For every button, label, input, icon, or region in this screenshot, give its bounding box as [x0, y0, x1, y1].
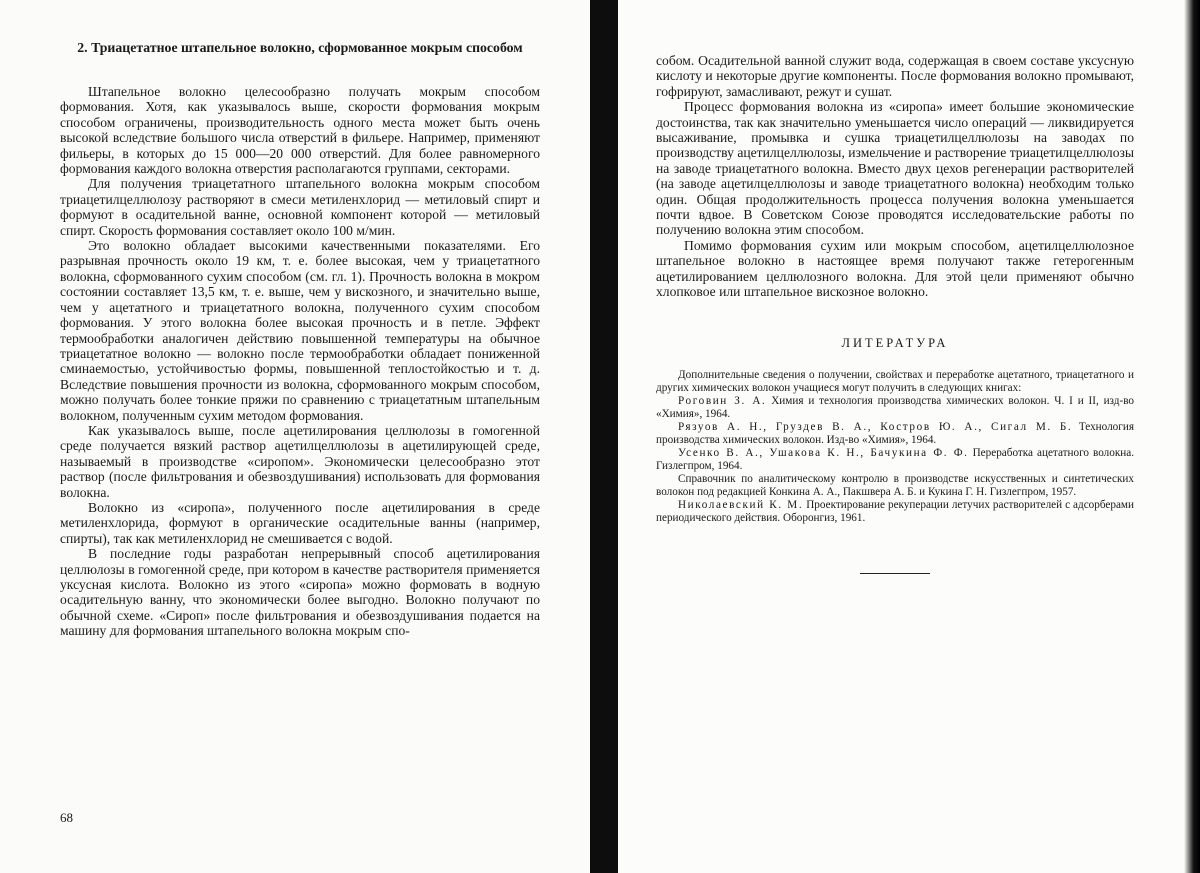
- reference-text: Проектирование рекуперации летучих растворителей с адсорберами периодического действия. Оборонгиз, 1961.: [656, 498, 1134, 524]
- reference-authors: Усенко В. А., Ушакова К. Н., Бачукина Ф. Ф.: [678, 446, 969, 459]
- reference-text: Переработка ацетатного волокна. Гизлегпром, 1964.: [656, 446, 1135, 472]
- reference-text: Справочник по аналитическому контролю в производстве искусственных и синтетических волокон под редакцией Конкина А. А., Пакшвера А. Б. и Кукина Г. Н. Гизлегпром, 1957.: [656, 472, 1134, 498]
- end-rule-divider: [860, 573, 930, 574]
- right-text-column: [656, 53, 1134, 574]
- paragraph: Процесс формования волокна из «сиропа» имеет большие экономические достоинства, так как значительно уменьшается число операций — ликвидируется высаживание, промывка и сушка триацетилцеллюлозы на заводах по производству ацетилцеллюлозы, измельчение и растворение триацетилцеллюлозы на заводе триацетатного волокна. Вместо двух цехов регенерации растворителей (на заводе ацетилцеллюлозы и заводе триацетатного волокна) необходим только один. Общая продолжительность процесса получения волокна уменьшается почти вдвое. В Советском Союзе проводятся исследовательские работы по получению волокна этим способом.: [656, 99, 1134, 238]
- paragraph: Это волокно обладает высокими качественными показателями. Его разрывная прочность около 19 км, т. е. более высокая, чем у триацетатного волокна, сформованного сухим способом (см. гл. 1). Прочность волокна в мокром состоянии составляет 13,5 км, т. е. выше, чем у вискозного, и значительно выше, чем у ацетатного и триацетатного волокна, полученного сухим способом формования. У этого волокна более высокая прочность и в петле. Эффект термообработки аналогичен действию повышенной температуры на обычное триацетатное волокно — волокно после термообработки обладает пониженной сминаемостью, устойчивостью формы, повышенной теплостойкостью и т. д. Вследствие повышения прочности из волокна, сформованного мокрым способом, можно получать более тонкие пряжи по сравнению с триацетатным штапельным волокном, полученным сухим методом формования.: [60, 238, 540, 423]
- right-page: [618, 0, 1200, 873]
- paragraph: Для получения триацетатного штапельного волокна мокрым способом триацетилцеллюлозу растворяют в смеси метиленхлорид — метиловый спирт и формуют в осадительной ванне, основной компонент которой — метиловый спирт. Скорость формования составляет около 100 м/мин.: [60, 176, 540, 238]
- left-page: [0, 0, 590, 873]
- reference-authors: Роговин З. А.: [678, 394, 767, 407]
- literature-heading: ЛИТЕРАТУРА: [841, 335, 949, 350]
- left-text-column: [60, 40, 540, 639]
- reference-item: [656, 499, 1134, 525]
- reference-authors: Рязуов А. Н., Груздев В. А., Костров Ю. А., Сигал М. Б.: [678, 420, 1073, 433]
- section-heading: 2. Триацетатное штапельное волокно, сформованное мокрым способом: [77, 40, 523, 55]
- reference-item: [656, 473, 1134, 499]
- paragraph: Волокно из «сиропа», полученного после ацетилирования в среде метиленхлорида, формуют в органические осадительные ванны (например, спирты), так как метиленхлорид не смешивается с водой.: [60, 499, 540, 546]
- reference-authors: Николаевский К. М.: [678, 498, 804, 511]
- reference-text: Технология производства химических волокон. Изд-во «Химия», 1964.: [656, 420, 1134, 446]
- scan-edge-shadow: [1184, 0, 1200, 873]
- literature-intro: Дополнительные сведения о получении, свойствах и переработке ацетатного, триацетатного и других химических волокон учащиеся могут получить в следующих книгах:: [656, 368, 1134, 394]
- paragraph: В последние годы разработан непрерывный способ ацетилирования целлюлозы в гомогенной среде, при котором в качестве растворителя применяется уксусная кислота. Волокно из этого «сиропа» можно формовать в водную осадительную ванну, что экономически более выгодно. Волокно получают по обычной схеме. «Сироп» после фильтрования и обезвоздушивания подается на машину для формования штапельного волокна мокрым спо-: [60, 546, 540, 639]
- reference-item: [656, 447, 1134, 473]
- reference-item: [656, 421, 1134, 447]
- book-gutter: [590, 0, 618, 873]
- paragraph: Как указывалось выше, после ацетилирования целлюлозы в гомогенной среде получается вязкий раствор ацетилцеллюлозы в ацетилирующей среде, называемый в производстве «сиропом». Экономически целесообразно этот раствор (после фильтрования и обезвоздушивания) использовать для формования волокна.: [60, 422, 540, 500]
- paragraph: собом. Осадительной ванной служит вода, содержащая в своем составе уксусную кислоту и некоторые другие компоненты. После формования волокно промывают, гофрируют, замасливают, режут и сушат.: [656, 53, 1134, 99]
- paragraph: Штапельное волокно целесообразно получать мокрым способом формования. Хотя, как указывалось выше, скорости формования мокрым способом ограничены, производительность одного места может быть очень высокой вследствие большого числа отверстий в фильере. Например, применяют фильеры, в которых до 15 000—20 000 отверстий. Для более равномерного формования каждого волокна отверстия располагаются группами, секторами.: [60, 84, 540, 177]
- paragraph: Помимо формования сухим или мокрым способом, ацетилцеллюлозное штапельное волокно в настоящее время получают также гетерогенным ацетилированием целлюлозного волокна. Для этой цели применяют обычно хлопковое или штапельное вискозное волокно.: [656, 237, 1134, 300]
- page-number: 68: [60, 810, 73, 825]
- reference-item: [656, 395, 1134, 421]
- reference-text: Химия и технология производства химических волокон. Ч. I и II, изд-во «Химия», 1964.: [656, 394, 1134, 420]
